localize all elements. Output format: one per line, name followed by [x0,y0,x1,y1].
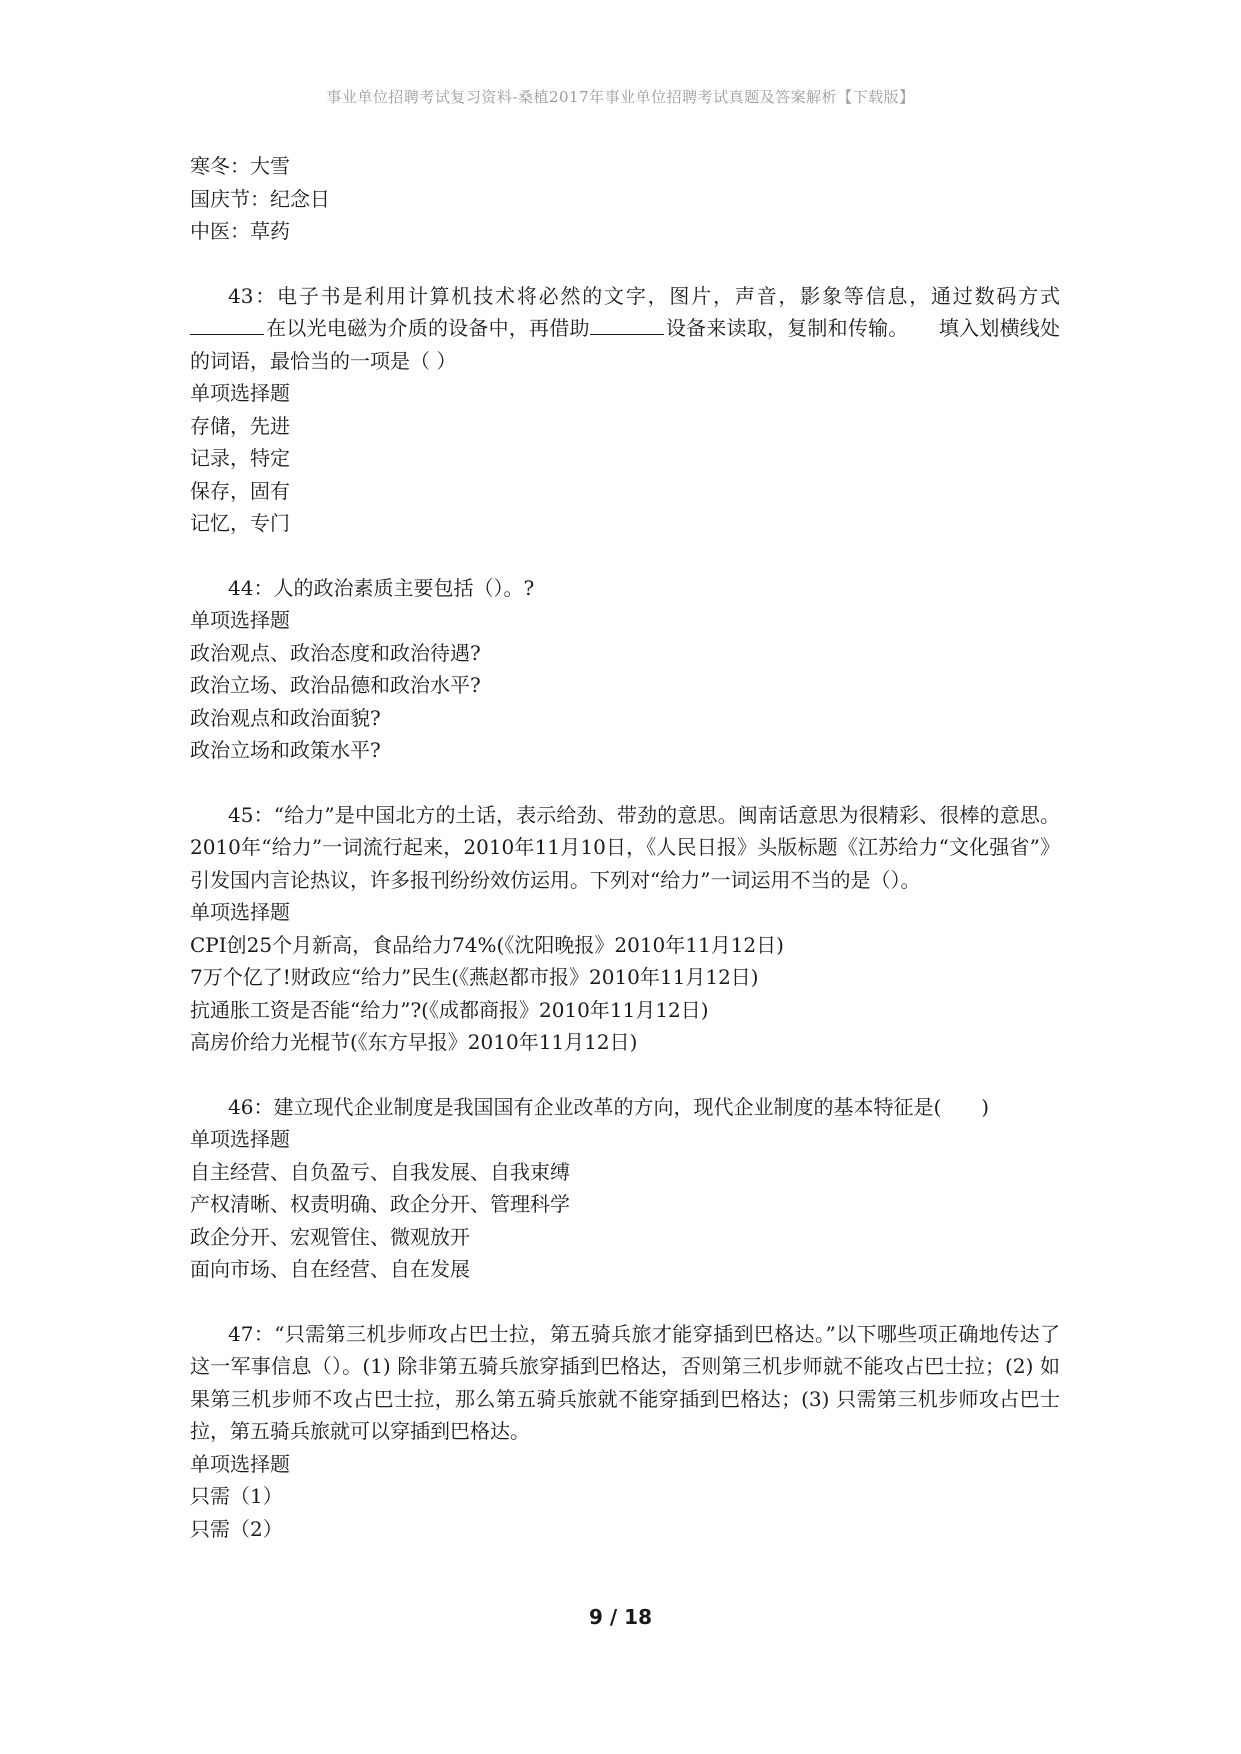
question-stem-part: 在以光电磁为介质的设备中，再借助 [266,316,590,340]
question-type: 单项选择题 [190,608,290,632]
option: 抗通胀工资是否能“给力”?(《成都商报》2010年11月12日) [190,997,709,1022]
option: 政治立场、政治品德和政治水平? [190,673,481,697]
option: 政治观点、政治态度和政治待遇? [190,640,481,665]
document-body [190,150,1060,1545]
page-header: 事业单位招聘考试复习资料-桑植2017年事业单位招聘考试真题及答案解析【下载版】 [326,88,915,106]
option: 保存，固有 [190,478,290,503]
option: 政企分开、宏观管住、微观放开 [190,1224,470,1249]
question-47: 47：“只需第三机步师攻占巴士拉，第五骑兵旅才能穿插到巴格达。”以下哪些项正确地传达了这一军事信息（）。(1) 除非第五骑兵旅穿插到巴格达，否则第三机步师就不能攻占巴士拉；(2) 如果第三机步师不攻占巴士拉，那么第五骑兵旅就不能穿插到巴格达；(3) 只需第三机步师攻占巴士拉，第五骑兵旅就可以穿插到巴格达。 [190,1321,1060,1443]
option: 记录，特定 [190,446,290,470]
option: CPI创25个月新高，食品给力74%(《沈阳晚报》2010年11月12日) [190,932,784,957]
option: 中医：草药 [190,219,290,243]
option: 高房价给力光棍节(《东方早报》2010年11月12日) [190,1030,638,1054]
option: 7万个亿了!财政应“给力”民生(《燕赵都市报》2010年11月12日) [190,965,759,989]
option: 记忆，专门 [190,511,290,535]
option: 面向市场、自在经营、自在发展 [190,1257,470,1281]
option: 政治立场和政策水平? [190,738,381,762]
question-type: 单项选择题 [190,900,290,924]
fill-blank [590,314,664,335]
page-number: 9 / 18 [589,1605,652,1629]
question-type: 单项选择题 [190,1127,290,1151]
option: 存储，先进 [190,413,290,438]
question-46: 46：建立现代企业制度是我国国有企业改革的方向，现代企业制度的基本特征是( ) [228,1094,990,1119]
fill-blank [190,314,264,335]
option: 只需（1） [190,1484,283,1508]
option: 自主经营、自负盈亏、自我发展、自我束缚 [190,1159,570,1184]
option: 寒冬：大雪 [190,154,290,178]
question-44: 44：人的政治素质主要包括（）。? [228,575,535,600]
option: 政治观点和政治面貌? [190,705,381,730]
option: 只需（2） [190,1516,283,1541]
option: 国庆节：纪念日 [190,186,330,211]
question-type: 单项选择题 [190,381,290,405]
question-type: 单项选择题 [190,1451,290,1476]
option: 产权清晰、权责明确、政企分开、管理科学 [190,1192,570,1216]
question-stem-part: 设备来读取，复制和传输。 填入划横线处的词语，最恰当的一项是（ ） [190,316,1061,373]
question-stem-part: 43：电子书是利用计算机技术将必然的文字，图片，声音，影象等信息，通过数码方式 [228,283,1060,308]
question-43 [190,280,1060,378]
question-45: 45：“给力”是中国北方的土话，表示给劲、带劲的意思。闽南话意思为很精彩、很棒的意思。2010年“给力”一词流行起来，2010年11月10日，《人民日报》头版标题《江苏给力“文化强省”》引发国内言论热议，许多报刊纷纷效仿运用。下列对“给力”一词运用不当的是（）。 [190,802,1060,892]
